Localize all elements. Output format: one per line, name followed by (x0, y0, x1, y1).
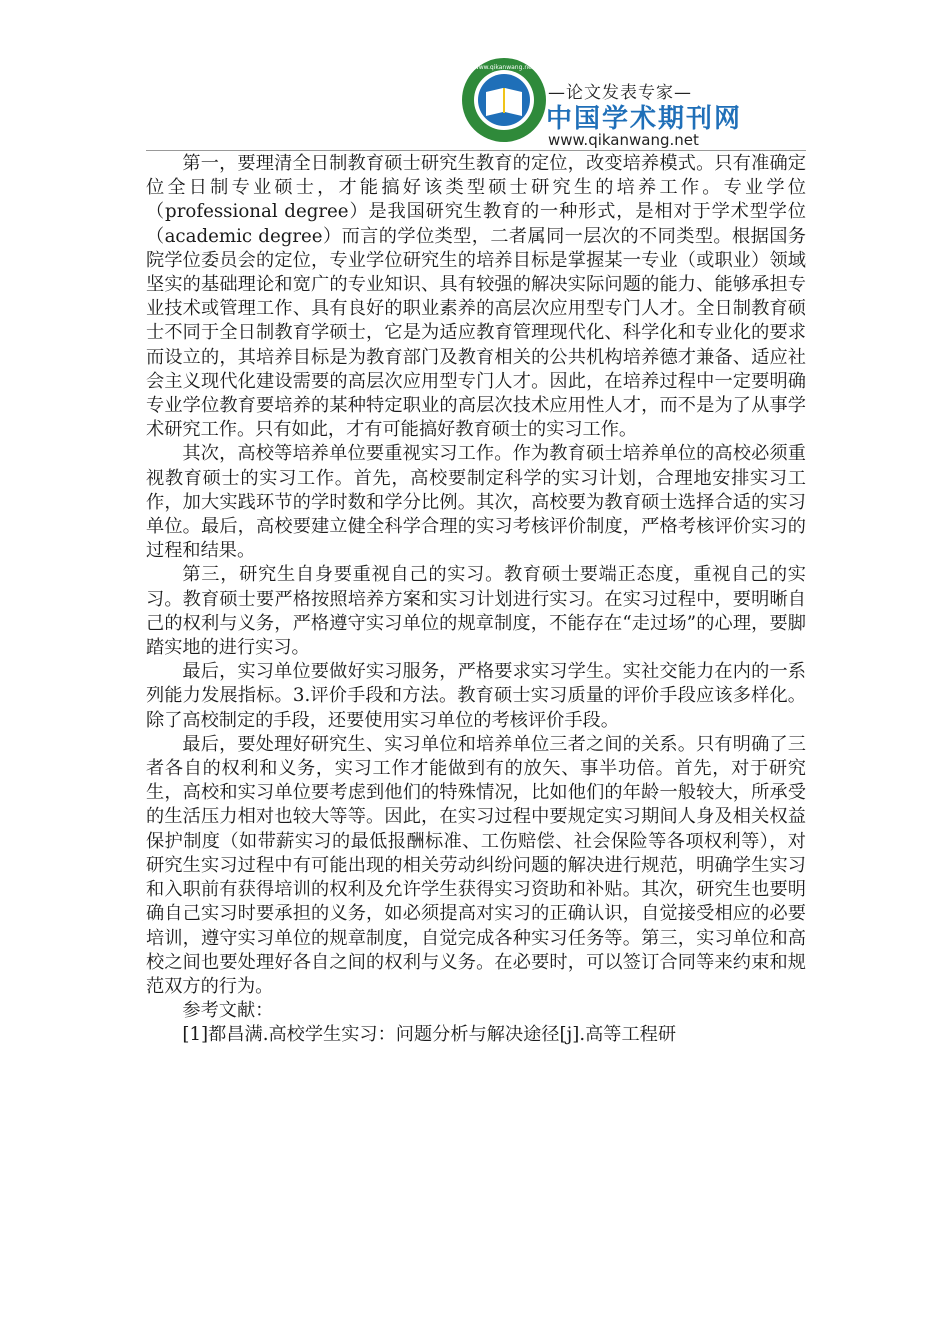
paragraph: 第一，要理清全日制教育硕士研究生教育的定位，改变培养模式。只有准确定位全日制专业硕士，才能搞好该类型硕士研究生的培养工作。专业学位（professional degree）是我国研究生教育的一种形式，是相对于学术型学位（academic degree）而言的学位类型，二者属同一层次的不同类型。根据国务院学位委员会的定位，专业学位研究生的培养目标是掌握某一专业（或职业）领域坚实的基础理论和宽广的专业知识、具有较强的解决实际问题的能力、能够承担专业技术或管理工作、具有良好的职业素养的高层次应用型专门人才。全日制教育硕士不同于全日制教育学硕士，它是为适应教育管理现代化、科学化和专业化的要求而设立的，其培养目标是为教育部门及教育相关的公共机构培养德才兼备、适应社会主义现代化建设需要的高层次应用型专门人才。因此，在培养过程中一定要明确专业学位教育要培养的某种特定职业的高层次技术应用性人才，而不是为了从事学术研究工作。只有如此，才有可能搞好教育硕士的实习工作。 (146, 153, 806, 441)
paragraph: 最后，实习单位要做好实习服务，严格要求实习学生。实社交能力在内的一系列能力发展指标。3.评价手段和方法。教育硕士实习质量的评价手段应该多样化。除了高校制定的手段，还要使用实习单位的考核评价手段。 (146, 661, 806, 731)
references-title: 参考文献： (182, 1000, 274, 1022)
paragraph: 其次，高校等培养单位要重视实习工作。作为教育硕士培养单位的高校必须重视教育硕士的实习工作。首先，高校要制定科学的实习计划，合理地安排实习工作，加大实践环节的学时数和学分比例。其次，高校要为教育硕士选择合适的实习单位。最后，高校要建立健全科学合理的实习考核评价制度，严格考核评价实习的过程和结果。 (146, 443, 806, 562)
svg-text:www.qikanwang.net: www.qikanwang.net (473, 64, 535, 71)
header-divider (146, 150, 806, 151)
site-logo (462, 58, 546, 142)
article-body (146, 152, 806, 1048)
site-tagline: —论文发表专家— (548, 83, 692, 103)
book-seal-icon (462, 58, 546, 142)
references-section (146, 999, 806, 1047)
paragraph: 最后，要处理好研究生、实习单位和培养单位三者之间的关系。只有明确了三者各自的权利和义务，实习工作才能做到有的放矢、事半功倍。首先，对于研究生，高校和实习单位要考虑到他们的特殊情况，比如他们的年龄一般较大，所承受的生活压力相对也较大等等。因此，在实习过程中要规定实习期间人身及相关权益保护制度（如带薪实习的最低报酬标准、工伤赔偿、社会保险等各项权利等），对研究生实习过程中有可能出现的相关劳动纠纷问题的解决进行规范，明确学生实习和入职前有获得培训的权利及允许学生获得实习资助和补贴。其次，研究生也要明确自己实习时要承担的义务，如必须提高对实习的正确认识，自觉接受相应的必要培训，遵守实习单位的规章制度，自觉完成各种实习任务等。第三，实习单位和高校之间也要处理好各自之间的权利与义务。在必要时，可以签订合同等来约束和规范双方的行为。 (146, 733, 806, 997)
reference-item: [1]都昌满.高校学生实习：问题分析与解决途径[j].高等工程研 (182, 1024, 677, 1046)
site-url[interactable]: www.qikanwang.net (548, 131, 699, 149)
site-brand-name: 中国学术期刊网 (546, 104, 743, 134)
paragraph: 第三，研究生自身要重视自己的实习。教育硕士要端正态度，重视自己的实习。教育硕士要严格按照培养方案和实习计划进行实习。在实习过程中，要明晰自己的权利与义务，严格遵守实习单位的规章制度，不能存在“走过场”的心理，要脚踏实地的进行实习。 (146, 564, 806, 659)
page-header (0, 0, 950, 152)
